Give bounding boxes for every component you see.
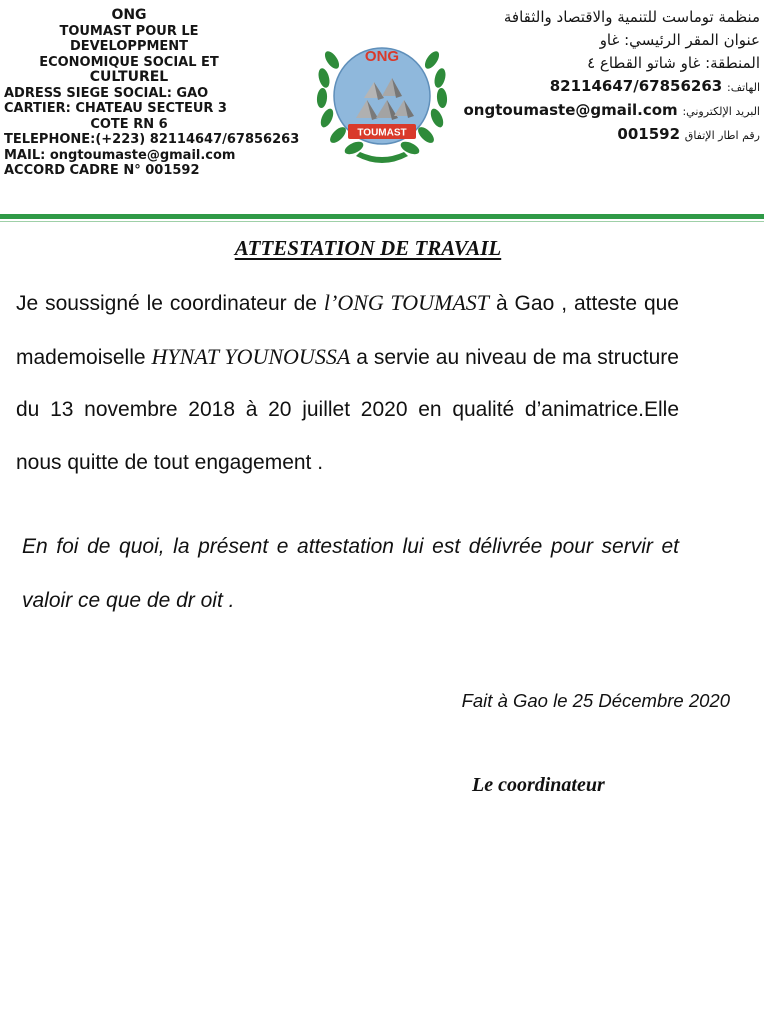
body-text-3: a servie au niveau de ma structure du 13 novembre 2018 à 20 juillet 2020 en qualité d’animatrice.Elle nous quitte de tout engagement . — [16, 345, 679, 474]
svg-text:TOUMAST: TOUMAST — [357, 127, 407, 139]
org-name-line3: CULTUREL — [89, 69, 169, 85]
signatory-title: Le coordinateur — [472, 774, 605, 796]
arabic-address: عنوان المقر الرئيسي: غاو — [599, 31, 760, 49]
road-line: COTE RN 6 — [90, 116, 168, 132]
header-divider-thin — [0, 221, 764, 222]
org-acronym: ONG — [111, 7, 147, 23]
org-reference: l’ONG TOUMAST — [323, 290, 489, 315]
place-and-date: Fait à Gao le 25 Décembre 2020 — [461, 690, 730, 711]
ong-toumast-logo-icon — [312, 20, 452, 166]
letterhead-arabic — [440, 6, 760, 147]
arabic-email-value: ongtoumaste@gmail.com — [463, 101, 678, 119]
phone-line: TELEPHONE:(+223) 82114647/67856263 — [4, 132, 300, 147]
district-line: CARTIER: CHATEAU SECTEUR 3 — [4, 101, 227, 116]
letterhead-french — [4, 8, 316, 179]
arabic-district: المنطقة: غاو شاتو القطاع ٤ — [587, 54, 760, 72]
header-divider — [0, 214, 764, 219]
document-title: ATTESTATION DE TRAVAIL — [234, 236, 502, 260]
body-text-1: Je soussigné le coordinateur de — [16, 292, 324, 315]
attestation-body — [16, 277, 679, 489]
arabic-org-name: منظمة توماست للتنمية والاقتصاد والثقافة — [503, 8, 760, 26]
arabic-agreement-label: رقم اطار الإتفاق — [684, 129, 760, 142]
address-line: ADRESS SIEGE SOCIAL: GAO — [4, 85, 209, 101]
arabic-email-label: البريد الإلكتروني: — [682, 105, 760, 118]
email-line: MAIL: ongtoumaste@gmail.com — [4, 147, 236, 163]
arabic-phone-label: الهاتف: — [727, 81, 760, 94]
employee-name: HYNAT YOUNOUSSA — [151, 343, 351, 369]
svg-text:ONG: ONG — [364, 48, 400, 65]
arabic-email — [440, 99, 760, 123]
org-name-line2: ECONOMIQUE SOCIAL ET — [39, 54, 219, 70]
body-text-2: à Gao , atteste que mademoiselle — [16, 292, 679, 369]
arabic-phone — [440, 75, 760, 99]
org-name: TOUMAST POUR LE DEVELOPPMENT — [59, 23, 199, 54]
letterhead — [0, 0, 768, 222]
closing-paragraph: En foi de quoi, la présent e attestation lui est délivrée pour servir et valoir ce que de dr oit . — [22, 535, 679, 612]
agreement-line: ACCORD CADRE N° 001592 — [4, 163, 200, 178]
arabic-agreement — [440, 123, 760, 147]
arabic-phone-value: 82114647/67856263 — [549, 77, 723, 95]
arabic-agreement-value: 001592 — [617, 125, 681, 143]
